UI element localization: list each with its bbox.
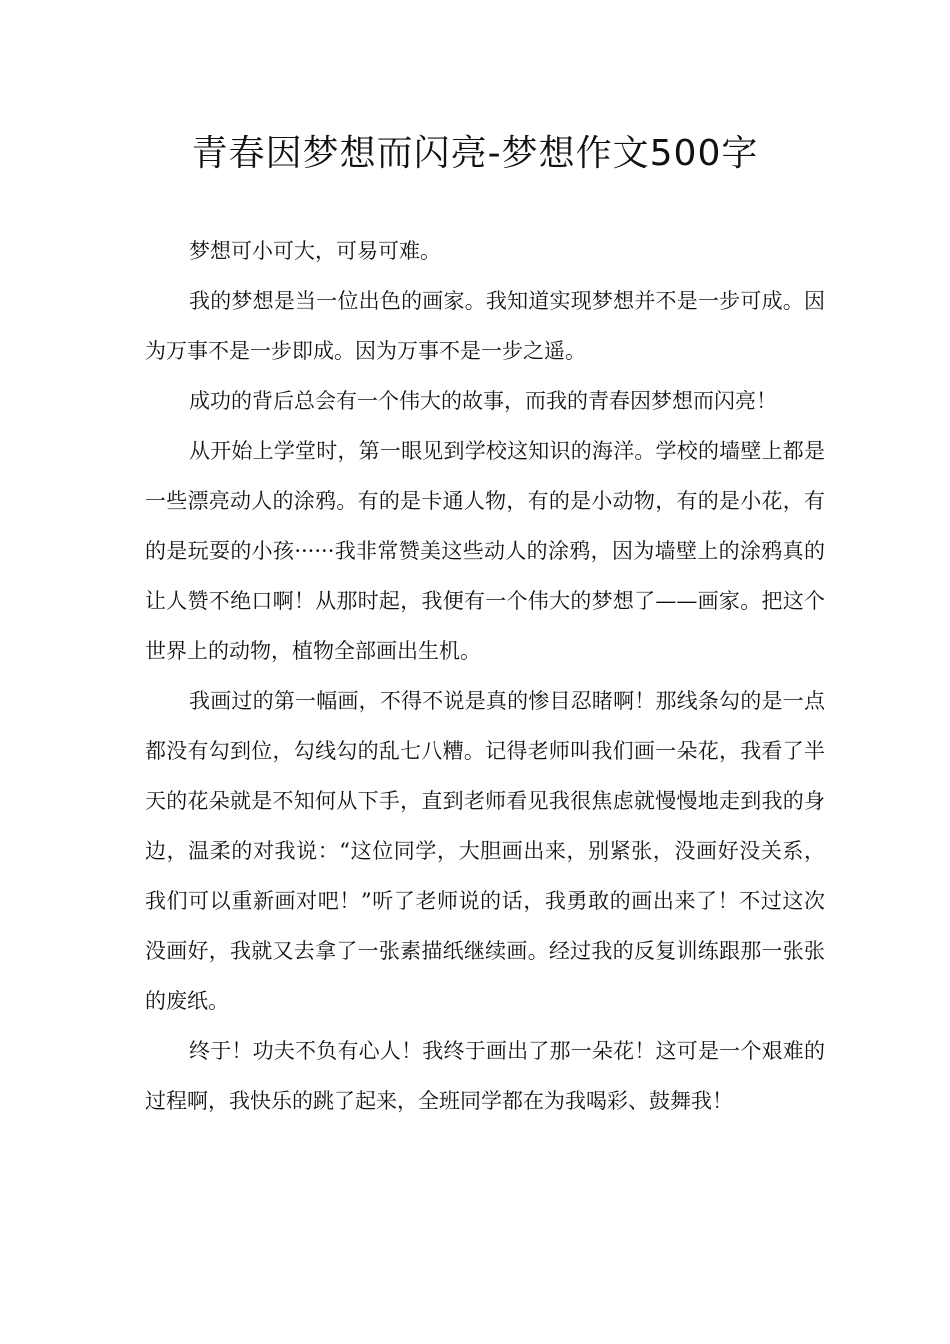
document-title: 青春因梦想而闪亮-梦想作文500字 [191,133,759,174]
document-body [145,226,825,1126]
paragraph: 我的梦想是当一位出色的画家。我知道实现梦想并不是一步可成。因为万事不是一步即成。因为万事不是一步之遥。 [145,289,825,363]
paragraph: 成功的背后总会有一个伟大的故事，而我的青春因梦想而闪亮！ [189,389,777,413]
paragraph: 终于！功夫不负有心人！我终于画出了那一朵花！这可是一个艰难的过程啊，我快乐的跳了起来，全班同学都在为我喝彩、鼓舞我！ [145,1039,825,1113]
paragraph: 从开始上学堂时，第一眼见到学校这知识的海洋。学校的墙壁上都是一些漂亮动人的涂鸦。有的是卡通人物，有的是小动物，有的是小花，有的是玩耍的小孩······我非常赞美这些动人的涂鸦，因为墙壁上的涂鸦真的让人赞不绝口啊！从那时起，我便有一个伟大的梦想了——画家。把这个世界上的动物，植物全部画出生机。 [145,439,825,663]
paragraph: 梦想可小可大，可易可难。 [189,239,441,263]
paragraph: 我画过的第一幅画，不得不说是真的惨目忍睹啊！那线条勾的是一点都没有勾到位，勾线勾的乱七八糟。记得老师叫我们画一朵花，我看了半天的花朵就是不知何从下手，直到老师看见我很焦虑就慢慢地走到我的身边，温柔的对我说：“这位同学，大胆画出来，别紧张，没画好没关系，我们可以重新画对吧！”听了老师说的话，我勇敢的画出来了！不过这次没画好，我就又去拿了一张素描纸继续画。经过我的反复训练跟那一张张的废纸。 [145,689,825,1013]
